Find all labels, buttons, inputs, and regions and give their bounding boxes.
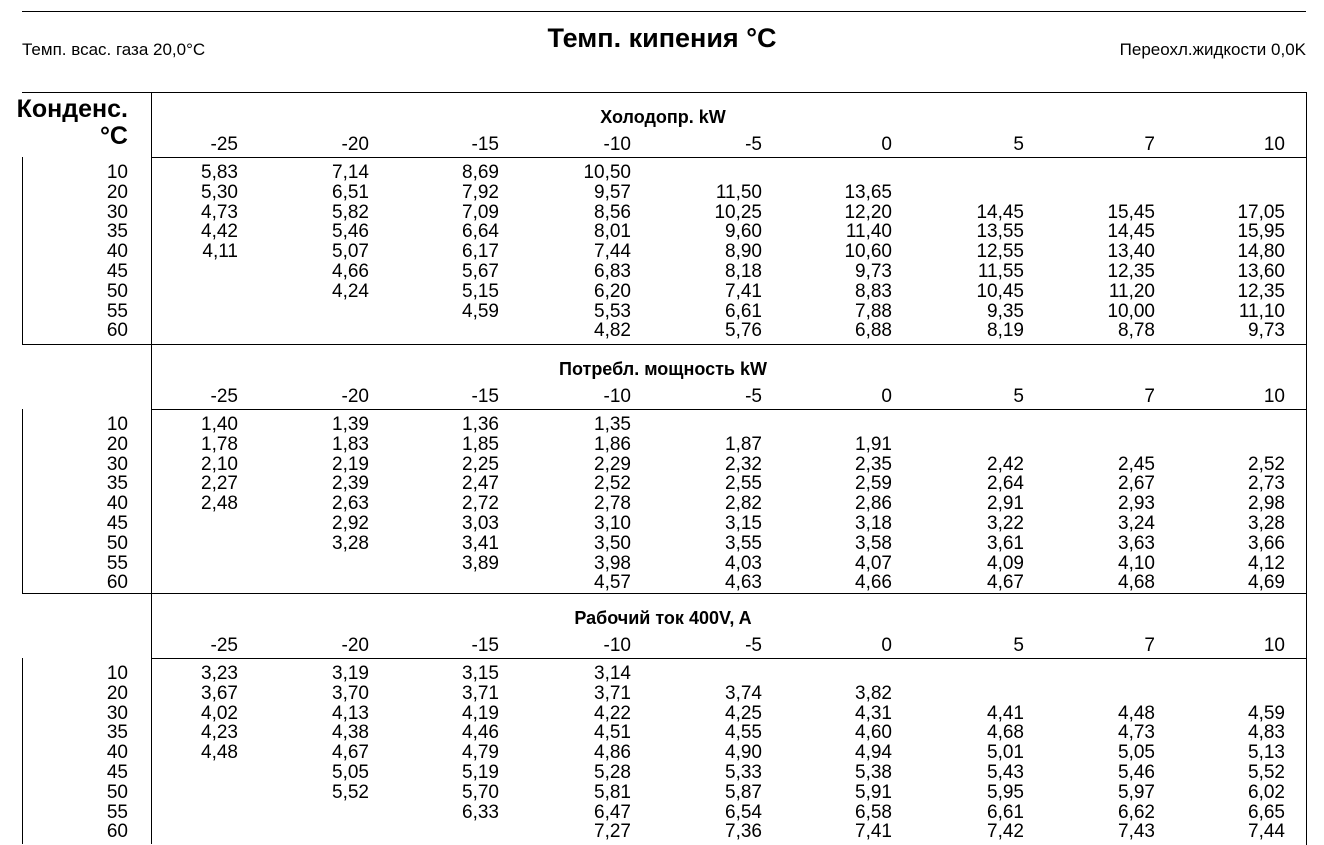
table-cell: 4,25 [725,702,762,724]
table-cell: 9,57 [594,181,631,203]
table-cell: 5,52 [1248,762,1285,783]
left-border-stub [22,409,23,593]
column-header: -10 [603,134,631,155]
table-cell: 5,38 [855,762,892,783]
table-cell: 3,14 [594,663,631,684]
column-header: 7 [1144,386,1155,407]
table-cell: 4,22 [594,702,631,724]
table-cell: 8,83 [855,280,892,302]
table-cell: 13,40 [1107,241,1155,263]
left-border-stub [22,157,23,344]
table-cell: 10,45 [976,280,1024,302]
header-separator [151,658,1306,659]
table-cell: 4,41 [987,702,1024,724]
table-cell: 7,44 [594,241,631,263]
table-cell: 3,67 [201,682,238,704]
row-header: 30 [106,201,128,223]
table-cell: 4,09 [987,552,1024,574]
table-cell: 1,91 [855,433,892,455]
table-cell: 11,55 [977,261,1024,282]
table-cell: 12,55 [976,241,1024,263]
table-cell: 7,09 [462,201,499,223]
column-header: -5 [745,134,762,155]
table-cell: 11,10 [1238,300,1285,322]
table-cell: 14,45 [976,201,1024,223]
row-header: 45 [106,261,128,282]
table-cell: 4,68 [987,722,1024,744]
table-cell: 9,60 [725,221,762,243]
table-cell: 6,65 [1248,801,1285,823]
table-cell: 3,19 [332,663,369,684]
table-cell: 3,24 [1118,513,1155,534]
table-cell: 3,23 [201,663,238,684]
table-cell: 5,13 [1248,742,1285,764]
table-cell: 1,40 [201,414,238,435]
table-cell: 6,61 [987,801,1024,823]
table-cell: 4,24 [332,280,369,302]
top-rule [22,11,1306,12]
table-cell: 2,29 [594,453,631,475]
table-cell: 3,15 [462,663,499,684]
row-header: 35 [106,221,128,243]
table-cell: 2,59 [855,473,892,495]
table-cell: 10,25 [714,201,762,223]
column-header: -10 [603,635,631,656]
column-header: -25 [210,635,238,656]
table-cell: 3,61 [987,532,1024,554]
table-cell: 6,51 [332,181,369,203]
table-cell: 4,69 [1248,572,1285,594]
column-header: 0 [881,134,892,155]
table-cell: 6,33 [462,801,499,823]
table-cell: 2,73 [1248,473,1285,495]
row-header: 45 [106,513,128,534]
table-cell: 3,41 [462,532,499,554]
table-cell: 4,67 [332,742,369,764]
table-cell: 7,41 [855,821,892,843]
row-header: 30 [106,702,128,724]
table-cell: 5,46 [1118,762,1155,783]
section-separator [22,593,1306,594]
row-header: 20 [106,682,128,704]
table-cell: 12,35 [1107,261,1155,282]
table-cell: 11,40 [845,221,892,243]
table-cell: 3,50 [594,532,631,554]
column-header: 10 [1263,635,1285,656]
column-header: -15 [471,635,499,656]
table-cell: 7,14 [332,162,369,183]
table-cell: 8,69 [462,162,499,183]
table-cell: 17,05 [1237,201,1285,223]
table-cell: 3,28 [1248,513,1285,534]
table-cell: 13,65 [844,181,892,203]
table-cell: 5,53 [594,300,631,322]
table-cell: 1,85 [462,433,499,455]
header-separator [151,409,1306,410]
table-cell: 8,18 [725,261,762,282]
table-cell: 4,51 [594,722,631,744]
table-cell: 5,28 [594,762,631,783]
table-cell: 4,59 [462,300,499,322]
table-cell: 3,66 [1248,532,1285,554]
table-cell: 14,80 [1237,241,1285,263]
table-cell: 3,70 [332,682,369,704]
table-cell: 1,36 [462,414,499,435]
table-cell: 2,63 [332,493,369,515]
column-header: 7 [1144,134,1155,155]
table-cell: 4,90 [725,742,762,764]
table-cell: 2,92 [332,513,369,534]
column-header: 10 [1263,386,1285,407]
table-cell: 6,83 [594,261,631,282]
table-cell: 9,73 [855,261,892,282]
table-cell: 5,52 [332,781,369,803]
table-cell: 3,55 [725,532,762,554]
table-cell: 10,00 [1107,300,1155,322]
table-cell: 4,66 [855,572,892,594]
table-cell: 1,39 [332,414,369,435]
table-cell: 4,38 [332,722,369,744]
table-cell: 3,89 [462,552,499,574]
row-header: 60 [106,572,128,594]
table-cell: 2,27 [201,473,238,495]
table-cell: 15,45 [1107,201,1155,223]
table-cell: 4,82 [594,320,631,342]
table-cell: 1,78 [201,433,238,455]
column-header: -5 [745,386,762,407]
column-header: 0 [881,386,892,407]
table-cell: 4,42 [201,221,238,243]
table-cell: 13,55 [976,221,1024,243]
header-separator [151,157,1306,158]
column-header: -15 [471,134,499,155]
table-cell: 2,52 [1248,453,1285,475]
table-cell: 6,58 [855,801,892,823]
table-cell: 2,35 [855,453,892,475]
table-cell: 4,48 [1118,702,1155,724]
table-cell: 7,41 [725,280,762,302]
table-cell: 5,83 [201,162,238,183]
table-cell: 8,01 [594,221,631,243]
table-cell: 12,35 [1237,280,1285,302]
left-border-stub [22,658,23,844]
table-cell: 5,95 [987,781,1024,803]
table-cell: 4,86 [594,742,631,764]
column-header: -15 [471,386,499,407]
table-cell: 4,83 [1248,722,1285,744]
table-cell: 3,71 [594,682,631,704]
table-cell: 2,10 [201,453,238,475]
table-cell: 5,81 [594,781,631,803]
table-cell: 7,36 [725,821,762,843]
section-title: Потребл. мощность kW [559,359,767,379]
table-cell: 5,70 [462,781,499,803]
row-header: 40 [106,742,128,764]
table-cell: 6,20 [594,280,631,302]
row-header: 10 [106,414,128,435]
table-cell: 4,55 [725,722,762,744]
table-cell: 6,02 [1248,781,1285,803]
column-header: 0 [881,635,892,656]
column-header: 5 [1013,134,1024,155]
table-cell: 4,59 [1248,702,1285,724]
row-header: 55 [106,300,128,322]
table-cell: 5,43 [987,762,1024,783]
table-cell: 3,10 [594,513,631,534]
table-cell: 4,13 [332,702,369,724]
table-cell: 5,87 [725,781,762,803]
table-cell: 2,72 [462,493,499,515]
table-cell: 2,25 [462,453,499,475]
row-header: 20 [106,433,128,455]
table-cell: 1,83 [332,433,369,455]
table-cell: 3,03 [462,513,499,534]
table-cell: 4,48 [201,742,238,764]
table-cell: 4,60 [855,722,892,744]
table-cell: 6,88 [855,320,892,342]
table-cell: 3,58 [855,532,892,554]
table-cell: 2,42 [987,453,1024,475]
row-header: 10 [106,663,128,684]
table-cell: 4,02 [201,702,238,724]
table-cell: 8,78 [1118,320,1155,342]
table-cell: 6,54 [725,801,762,823]
table-cell: 8,19 [987,320,1024,342]
row-header: 55 [106,801,128,823]
condensing-label-line-2: °C [99,122,128,150]
table-cell: 6,47 [594,801,631,823]
table-cell: 1,86 [594,433,631,455]
table-cell: 5,01 [987,742,1024,764]
table-cell: 5,76 [725,320,762,342]
liquid-subcooling: Переохл.жидкости 0,0K [1119,40,1306,59]
column-header: 5 [1013,386,1024,407]
table-cell: 2,47 [462,473,499,495]
column-header: -20 [341,635,369,656]
table-cell: 4,67 [987,572,1024,594]
table-cell: 5,05 [1118,742,1155,764]
table-cell: 2,98 [1248,493,1285,515]
table-cell: 3,98 [594,552,631,574]
table-cell: 4,57 [594,572,631,594]
table-cell: 4,73 [1118,722,1155,744]
table-cell: 2,48 [201,493,238,515]
table-cell: 4,79 [462,742,499,764]
section-separator [22,344,1306,345]
row-header: 60 [106,320,128,342]
table-cell: 2,78 [594,493,631,515]
table-cell: 3,82 [855,682,892,704]
row-header: 60 [106,821,128,843]
table-cell: 7,92 [462,181,499,203]
table-cell: 3,63 [1118,532,1155,554]
table-cell: 8,90 [725,241,762,263]
column-header: -10 [603,386,631,407]
row-header: 35 [106,473,128,495]
table-cell: 3,22 [987,513,1024,534]
row-header: 20 [106,181,128,203]
table-cell: 4,73 [201,201,238,223]
section-title: Рабочий ток 400V, A [574,608,752,628]
condensing-label-line-1: Конденс. [16,95,128,123]
row-header: 55 [106,552,128,574]
table-cell: 4,07 [855,552,892,574]
row-header: 50 [106,781,128,803]
table-cell: 5,05 [332,762,369,783]
table-cell: 11,20 [1108,280,1155,302]
table-cell: 3,18 [855,513,892,534]
row-header: 35 [106,722,128,744]
table-cell: 2,67 [1118,473,1155,495]
table-cell: 5,07 [332,241,369,263]
table-cell: 13,60 [1237,261,1285,282]
table-cell: 9,35 [987,300,1024,322]
table-cell: 1,35 [594,414,631,435]
row-header: 10 [106,162,128,183]
table-cell: 7,44 [1248,821,1285,843]
table-cell: 6,17 [462,241,499,263]
table-cell: 2,39 [332,473,369,495]
row-header: 40 [106,241,128,263]
column-header: -20 [341,386,369,407]
table-cell: 5,91 [855,781,892,803]
table-cell: 5,46 [332,221,369,243]
row-header: 30 [106,453,128,475]
row-header: 40 [106,493,128,515]
table-cell: 2,91 [987,493,1024,515]
row-header: 50 [106,280,128,302]
table-cell: 6,62 [1118,801,1155,823]
table-cell: 3,28 [332,532,369,554]
table-cell: 10,50 [583,162,631,183]
table-cell: 7,42 [987,821,1024,843]
table-cell: 1,87 [725,433,762,455]
table-cell: 2,86 [855,493,892,515]
row-header: 50 [106,532,128,554]
table-cell: 5,33 [725,762,762,783]
table-cell: 4,19 [462,702,499,724]
table-cell: 11,50 [715,181,762,203]
table-cell: 5,97 [1118,781,1155,803]
table-cell: 12,20 [844,201,892,223]
table-cell: 4,94 [855,742,892,764]
table-cell: 2,82 [725,493,762,515]
table-cell: 4,12 [1248,552,1285,574]
table-cell: 4,68 [1118,572,1155,594]
table-cell: 4,10 [1118,552,1155,574]
table-cell: 5,30 [201,181,238,203]
table-cell: 15,95 [1237,221,1285,243]
table-cell: 2,45 [1118,453,1155,475]
table-cell: 6,61 [725,300,762,322]
table-cell: 7,43 [1118,821,1155,843]
column-header: -25 [210,134,238,155]
column-header: -20 [341,134,369,155]
table-cell: 5,67 [462,261,499,282]
table-cell: 4,63 [725,572,762,594]
table-cell: 4,66 [332,261,369,282]
table-cell: 2,55 [725,473,762,495]
table-cell: 14,45 [1107,221,1155,243]
column-header: -25 [210,386,238,407]
column-header: 7 [1144,635,1155,656]
table-cell: 4,03 [725,552,762,574]
table-cell: 10,60 [844,241,892,263]
table-cell: 5,82 [332,201,369,223]
table-cell: 2,19 [332,453,369,475]
column-header: 10 [1263,134,1285,155]
table-cell: 4,46 [462,722,499,744]
column-header: 5 [1013,635,1024,656]
table-cell: 8,56 [594,201,631,223]
suction-gas-temp: Темп. всас. газа 20,0°C [22,40,206,59]
table-cell: 3,15 [725,513,762,534]
table-cell: 4,31 [855,702,892,724]
table-cell: 4,11 [202,241,238,263]
column-header: -5 [745,635,762,656]
table-cell: 5,15 [462,280,499,302]
table-cell: 9,73 [1248,320,1285,342]
table-cell: 2,93 [1118,493,1155,515]
table-cell: 2,52 [594,473,631,495]
table-cell: 5,19 [462,762,499,783]
table-cell: 7,88 [855,300,892,322]
section-title: Холодопр. kW [600,107,726,127]
page-title: Темп. кипения °C [547,23,777,53]
table-cell: 3,74 [725,682,762,704]
table-cell: 2,32 [725,453,762,475]
table-cell: 3,71 [462,682,499,704]
table-cell: 2,64 [987,473,1024,495]
row-header: 45 [106,762,128,783]
table-cell: 7,27 [594,821,631,843]
table-cell: 6,64 [462,221,499,243]
table-cell: 4,23 [201,722,238,744]
